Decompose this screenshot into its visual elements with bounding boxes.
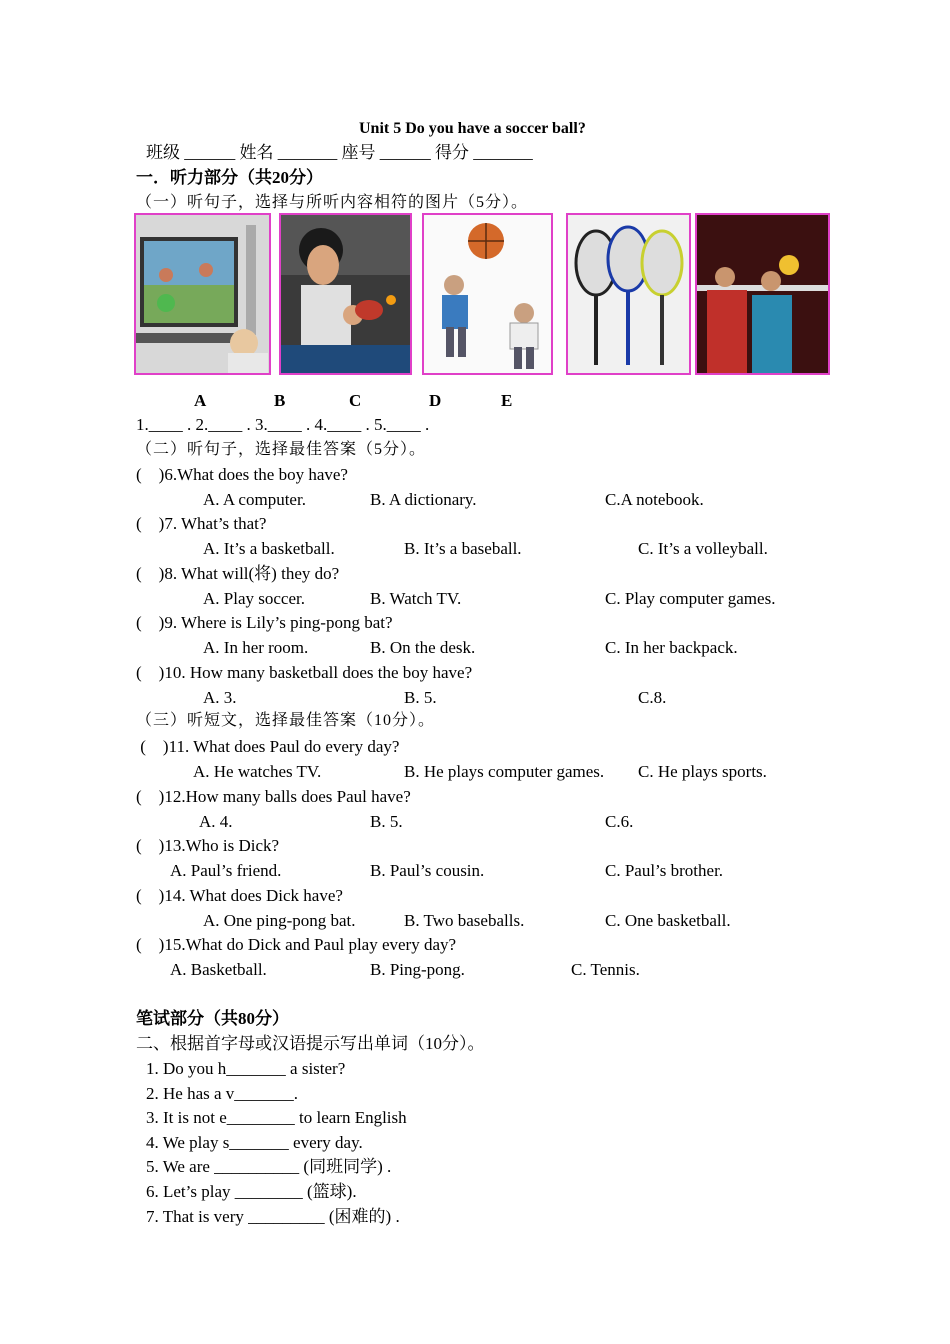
rackets-image	[568, 215, 689, 373]
q8-option-b: B. Watch TV.	[370, 589, 462, 608]
q8-option-c: C. Play computer games.	[605, 589, 776, 608]
q9-option-c: C. In her backpack.	[605, 638, 738, 657]
picture-label-b: B	[274, 391, 286, 410]
q6-option-c: C.A notebook.	[605, 490, 704, 509]
question-11: ( )11. What does Paul do every day?	[136, 737, 400, 756]
q11-option-a: A. He watches TV.	[193, 762, 322, 781]
question-6: ( )6.What does the boy have?	[136, 465, 348, 484]
q13-option-b: B. Paul’s cousin.	[370, 861, 485, 880]
q6-option-a: A. A computer.	[203, 490, 306, 509]
q11-option-b: B. He plays computer games.	[404, 762, 605, 781]
listening-heading: 一．听力部分（共20分）	[136, 168, 323, 187]
page-title: Unit 5 Do you have a soccer ball?	[359, 120, 586, 137]
q6-option-b: B. A dictionary.	[370, 490, 477, 509]
fill-item-5: 5. We are __________ (同班同学) .	[146, 1157, 392, 1176]
picture-b-ping-pong	[279, 213, 412, 375]
fill-item-7: 7. That is very _________ (困难的) .	[146, 1207, 400, 1226]
q14-option-c: C. One basketball.	[605, 911, 731, 930]
q7-option-c: C. It’s a volleyball.	[638, 539, 768, 558]
q11-option-c: C. He plays sports.	[638, 762, 767, 781]
part1-answer-line: 1.____ . 2.____ . 3.____ . 4.____ . 5.____ .	[136, 415, 430, 434]
tv-image	[136, 215, 269, 373]
question-13: ( )13.Who is Dick?	[136, 836, 280, 855]
q12-option-b: B. 5.	[370, 812, 403, 831]
picture-label-c: C	[349, 391, 362, 410]
fill-item-6: 6. Let’s play ________ (篮球).	[146, 1182, 357, 1201]
picture-label-d: D	[429, 391, 442, 410]
q15-option-a: A. Basketball.	[170, 960, 267, 979]
q15-option-b: B. Ping-pong.	[370, 960, 465, 979]
picture-e-volleyball	[695, 213, 830, 375]
question-15: ( )15.What do Dick and Paul play every day?	[136, 935, 457, 954]
picture-a-watching-tv	[134, 213, 271, 375]
q12-option-c: C.6.	[605, 812, 634, 831]
picture-c-basketball	[422, 213, 553, 375]
picture-d-tennis-rackets	[566, 213, 691, 375]
q10-option-c: C.8.	[638, 688, 667, 707]
written-heading: 笔试部分（共80分）	[136, 1009, 289, 1028]
fill-item-1: 1. Do you h_______ a sister?	[146, 1059, 346, 1078]
q15-option-c: C. Tennis.	[571, 960, 640, 979]
student-info-line: 班级 ______ 姓名 _______ 座号 ______ 得分 _______	[146, 143, 533, 162]
picture-label-e: E	[501, 391, 513, 410]
picture-label-a: A	[194, 391, 207, 410]
q13-option-a: A. Paul’s friend.	[170, 861, 282, 880]
part2-instruction: （二）听句子，选择最佳答案（5分）。	[136, 441, 427, 458]
question-12: ( )12.How many balls does Paul have?	[136, 787, 411, 806]
q10-option-a: A. 3.	[203, 688, 237, 707]
question-9: ( )9. Where is Lily’s ping-pong bat?	[136, 613, 393, 632]
question-7: ( )7. What’s that?	[136, 514, 267, 533]
basketball-image	[424, 215, 551, 373]
part1-instruction: （一）听句子，选择与所听内容相符的图片（5分）。	[136, 194, 529, 211]
q9-option-a: A. In her room.	[203, 638, 309, 657]
q14-option-b: B. Two baseballs.	[404, 911, 525, 930]
fill-item-4: 4. We play s_______ every day.	[146, 1133, 363, 1152]
q8-option-a: A. Play soccer.	[203, 589, 305, 608]
q12-option-a: A. 4.	[199, 812, 233, 831]
question-8: ( )8. What will(将) they do?	[136, 564, 340, 583]
part3-instruction: （三）听短文，选择最佳答案（10分）。	[136, 712, 436, 729]
q9-option-b: B. On the desk.	[370, 638, 476, 657]
fill-item-3: 3. It is not e________ to learn English	[146, 1108, 407, 1127]
question-14: ( )14. What does Dick have?	[136, 886, 343, 905]
ping-pong-image	[281, 215, 410, 373]
q7-option-b: B. It’s a baseball.	[404, 539, 522, 558]
q14-option-a: A. One ping-pong bat.	[203, 911, 356, 930]
volleyball-image	[697, 215, 828, 373]
question-10: ( )10. How many basketball does the boy have?	[136, 663, 473, 682]
q13-option-c: C. Paul’s brother.	[605, 861, 724, 880]
q10-option-b: B. 5.	[404, 688, 437, 707]
fill-item-2: 2. He has a v_______.	[146, 1084, 299, 1103]
written-part2-instruction: 二、根据首字母或汉语提示写出单词（10分）。	[136, 1034, 485, 1053]
q7-option-a: A. It’s a basketball.	[203, 539, 335, 558]
